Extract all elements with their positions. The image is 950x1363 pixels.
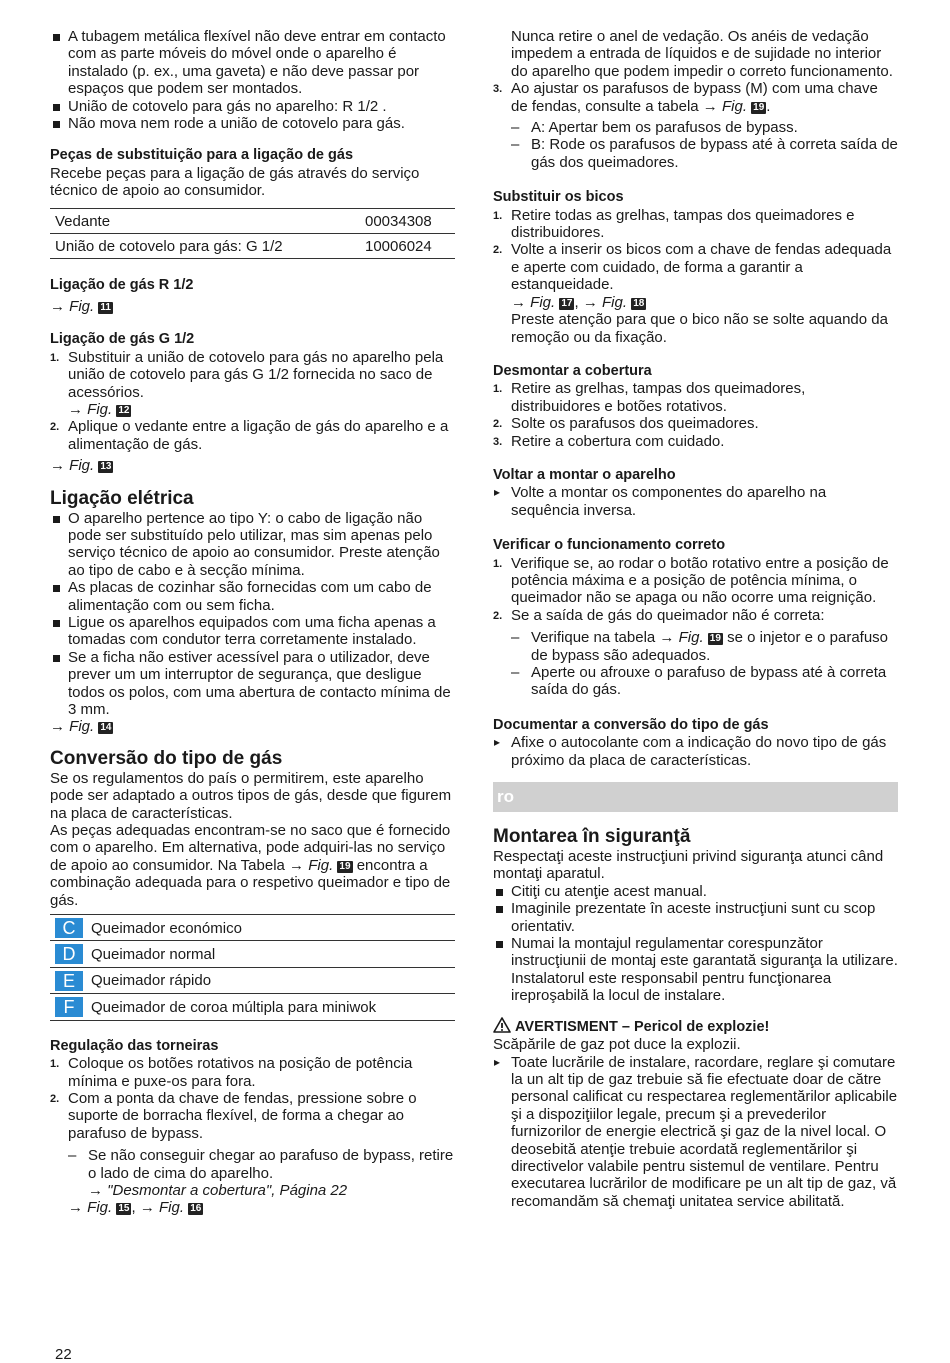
figure-badge: 11 <box>100 301 111 313</box>
language-bar: ro <box>493 782 898 812</box>
dash-item: – Verifique na tabela → Fig. 19 se o injetor e o parafuso de bypass são adequados. <box>493 629 898 664</box>
warning-heading: AVERTISMENT – Pericol de explozie! <box>493 1017 898 1036</box>
list-item: As placas de cozinhar são fornecidas com um cabo de alimentação com ou sem ficha. <box>50 579 455 614</box>
figure-badge: 19 <box>339 860 351 872</box>
section-heading: Conversão do tipo de gás <box>50 747 283 769</box>
paragraph: Se os regulamentos do país o permitirem, este aparelho pode ser adaptado a outros tipos de gás, desde que figurem na placa de características. <box>50 769 452 822</box>
numbered-step: 1. Substituir a união de cotovelo para gás no aparelho pela união de cotovelo para gás G 1/2 fornecida no saco de acessórios. <box>50 348 444 401</box>
numbered-step: 3. Retire a cobertura com cuidado. <box>493 432 725 450</box>
list-item: O aparelho pertence ao tipo Y: o cabo de ligação não pode ser substituído pelo utilizar, mas sim apenas pelo serviço técnico de apoio ao consumidor. Preste atenção ao tipo de cabo e à secção mínima. <box>50 510 455 580</box>
figure-badge: 18 <box>633 297 645 309</box>
numbered-step: 2. Solte os parafusos dos queimadores. <box>493 415 759 433</box>
list-item: ▸ Volte a montar os componentes do aparelho na sequência inversa. <box>493 484 898 519</box>
paragraph: As peças adequadas encontram-se no saco que é fornecido com o aparelho. Em alternativa, pode adquiri-las no serviço de apoio ao consumidor. Na Tabela → Fig. 19 encontra a combinação adequada para o respetivo queimador e tipo de gás. <box>50 822 451 909</box>
numbered-step: 1. Verifique se, ao rodar o botão rotativo entre a posição de potência máxima e a posição de potência mínima, o queimador não se apaga ou não ocorre uma reignição. <box>493 554 889 607</box>
numbered-step: 1. Coloque os botões rotativos na posição de potência mínima e puxe-os para fora. <box>50 1055 413 1090</box>
dash-item: – A: Apertar bem os parafusos de bypass. <box>493 119 898 136</box>
figure-badge: 14 <box>100 722 112 734</box>
cross-reference: → "Desmontar a cobertura", Página 22 <box>88 1181 348 1199</box>
figure-reference: → Fig. 11 <box>50 297 111 315</box>
figure-badge: 16 <box>190 1203 202 1215</box>
section-heading: Montarea în siguranţă <box>493 826 691 848</box>
table-cell: Vedante <box>50 208 360 233</box>
parts-heading: Peças de substituição para a ligação de gás <box>50 147 354 164</box>
parts-text: Recebe peças para a ligação de gás através do serviço técnico de apoio ao consumidor. <box>50 164 420 200</box>
table-row <box>50 234 455 259</box>
table-cell: União de cotovelo para gás: G 1/2 <box>50 234 360 259</box>
numbered-step: 3. Ao ajustar os parafusos de bypass (M) com uma chave de fendas, consulte a tabela → Fig. 19 . <box>493 80 878 115</box>
figure-badge: 13 <box>100 461 112 473</box>
g12-heading: Ligação de gás G 1/2 <box>50 331 195 348</box>
list-item: Numai la montajul regulamentar corespunzător instrucţiunii de montaj este garantată siguranţa la utilizare. Instalatorul este responsabil pentru funcţionarea ireproşabilă la locul de instalare. <box>493 935 898 1005</box>
list-item: ▸ Afixe o autocolante com a indicação do novo tipo de gás próximo da placa de características. <box>493 734 898 769</box>
dash-item: – Aperte ou afrouxe o parafuso de bypass até à correta saída do gás. <box>493 664 898 699</box>
numbered-step: 2. Aplique o vedante entre a ligação de gás do aparelho e a alimentação de gás. <box>50 418 449 453</box>
figure-reference: → Fig. 12 <box>68 400 130 418</box>
burner-letter: F <box>55 997 83 1017</box>
left-column <box>50 28 455 1217</box>
list-item: Citiţi cu atenţie acest manual. <box>493 883 898 900</box>
table-row <box>50 915 455 941</box>
figure-reference: → Fig. 17 , → Fig. 18 <box>511 293 645 311</box>
warning-icon <box>493 1017 511 1033</box>
figure-badge: 19 <box>753 101 765 113</box>
figure-badge: 12 <box>118 404 130 416</box>
numbered-step: 2. Volte a inserir os bicos com a chave de fendas adequada e aperte com cuidado, de forma a garantir a estanqueidade. <box>493 241 892 294</box>
table-cell: Queimador de coroa múltipla para miniwok <box>87 994 455 1020</box>
burner-table <box>50 914 455 1021</box>
list-item: Se a ficha não estiver acessível para o utilizador, deve prever um um interruptor de segurança, que desligue todos os polos, com uma abertura de contacto mínima de 3 mm. <box>50 649 455 719</box>
figure-reference: → Fig. 13 <box>50 457 112 475</box>
table-cell: Queimador normal <box>87 941 455 967</box>
list-item: Não mova nem rode a união de cotovelo para gás. <box>50 115 455 132</box>
numbered-step: 1. Retire as grelhas, tampas dos queimadores, distribuidores e botões rotativos. <box>493 380 806 415</box>
nozzle-heading: Substituir os bicos <box>493 189 624 206</box>
burner-letter: C <box>55 918 83 938</box>
cover-heading: Desmontar a cobertura <box>493 362 652 379</box>
right-column <box>493 28 898 1210</box>
table-cell: 10006024 <box>360 234 455 259</box>
reassemble-heading: Voltar a montar o aparelho <box>493 466 676 483</box>
section-heading: Ligação elétrica <box>50 487 194 509</box>
numbered-step: 2. Com a ponta da chave de fendas, pressione sobre o suporte de borracha flexível, de forma a chegar ao parafuso de bypass. <box>50 1089 417 1142</box>
numbered-step: 1. Retire todas as grelhas, tampas dos queimadores e distribuidores. <box>493 206 855 242</box>
table-row <box>50 967 455 993</box>
table-row <box>50 941 455 967</box>
r12-heading: Ligação de gás R 1/2 <box>50 277 194 294</box>
paragraph: Nunca retire o anel de vedação. Os anéis de vedação impedem a entrada de líquidos e de sujidade no interior do aparelho que podem impedir o correto funcionamento. <box>511 28 893 80</box>
table-row <box>50 994 455 1020</box>
dash-item: – Se não conseguir chegar ao parafuso de bypass, retire o lado de cima do aparelho. <box>50 1147 455 1182</box>
figure-badge: 17 <box>561 297 573 309</box>
burner-letter: D <box>55 944 83 964</box>
table-cell: Queimador rápido <box>87 967 455 993</box>
list-item: ▸ Toate lucrările de instalare, racordare, reglare şi comutare la un alt tip de gaz trebuie să fie efectuate doar de către personal calificat cu respectarea reglementărilor aplicabile şi a dispoziţiilor legale, precum şi a prevederilor furnizorilor de energie electrică şi gaz de la nivel local. O deosebită atenţie trebuie acordată reglementărilor şi directivelor valabile pentru sistemul de ventilare. Pentru executarea lucrărilor de modificare pe un alt tip de gaz, vă recomandăm să chemaţi unitatea service abilitată. <box>493 1054 898 1211</box>
figure-badge: 15 <box>118 1203 130 1215</box>
dash-item: – B: Rode os parafusos de bypass até à correta saída de gás dos queimadores. <box>493 136 898 171</box>
figure-reference: → Fig. 15 , → Fig. 16 <box>68 1199 202 1217</box>
table-cell: 00034308 <box>360 208 455 233</box>
table-row <box>50 208 455 233</box>
list-item: Ligue os aparelhos equipados com uma ficha apenas a tomadas com condutor terra corretamente instalado. <box>50 614 455 649</box>
burner-letter: E <box>55 971 83 991</box>
figure-reference: → Fig. 14 <box>50 718 112 736</box>
reg-heading: Regulação das torneiras <box>50 1037 219 1054</box>
numbered-step: 2. Se a saída de gás do queimador não é correta: <box>493 606 825 624</box>
parts-table <box>50 208 455 260</box>
warning-text: Scăpările de gaz pot duce la explozii. <box>493 1036 741 1054</box>
table-cell: Queimador económico <box>87 915 455 941</box>
doc-heading: Documentar a conversão do tipo de gás <box>493 716 769 733</box>
figure-badge: 19 <box>709 633 721 645</box>
list-item: União de cotovelo para gás no aparelho: R 1/2 . <box>50 98 455 115</box>
paragraph: Preste atenção para que o bico não se solte aquando da remoção ou da fixação. <box>511 311 888 346</box>
list-item: A tubagem metálica flexível não deve entrar em contacto com as parte móveis do móvel onde o aparelho é instalado (p. ex., uma gaveta) e não deve passar por espaços que podem ser montados. <box>50 28 455 98</box>
list-item: Imaginile prezentate în aceste instrucţiuni sunt cu scop orientativ. <box>493 900 898 935</box>
page-number: 22 <box>55 1346 72 1363</box>
paragraph: Respectaţi aceste instrucţiuni privind siguranţa atunci când montaţi aparatul. <box>493 848 884 883</box>
verify-heading: Verificar o funcionamento correto <box>493 537 726 554</box>
